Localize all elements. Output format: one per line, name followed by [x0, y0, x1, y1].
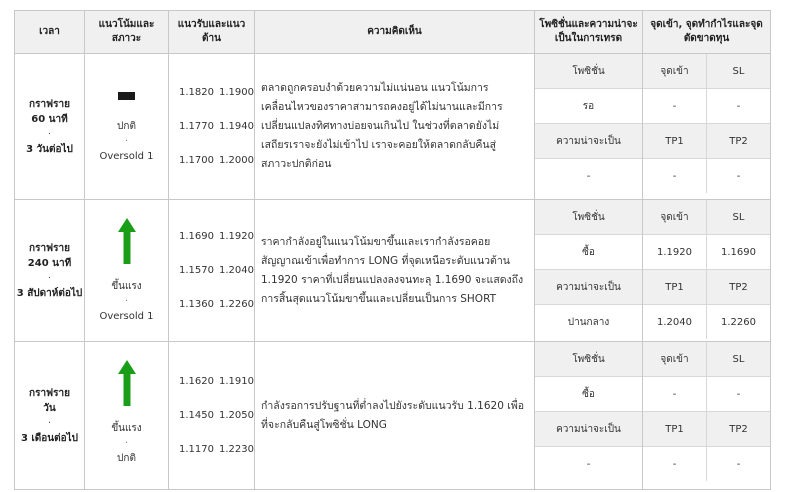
period-cell	[15, 200, 85, 342]
period-cell	[15, 54, 85, 200]
sl-label: SL	[707, 54, 771, 89]
tp2-value: -	[707, 447, 771, 482]
trend-separator: ·	[124, 438, 129, 449]
resistance-level: 1.2040	[219, 264, 254, 276]
support-level: 1.1570	[179, 264, 214, 276]
period-separator: ·	[47, 128, 52, 140]
arrow-up-icon	[118, 360, 136, 411]
tp1-value: -	[672, 458, 677, 470]
position-label: โพซิชั่น	[535, 342, 642, 377]
tp1-label: TP1	[643, 270, 707, 305]
level-pair	[179, 288, 254, 322]
period-label: กราฟราย	[29, 98, 70, 110]
trend-separator: ·	[124, 296, 129, 307]
tp1-value: -	[672, 170, 677, 182]
sl-value: -	[707, 89, 771, 124]
sl-value: -	[707, 377, 771, 412]
level-pair	[179, 399, 254, 433]
probability-label: ความน่าจะเป็น	[535, 412, 642, 447]
trend-label: ปกติ	[117, 121, 136, 132]
position-cell	[535, 54, 643, 200]
tp2-label: TP2	[707, 270, 771, 305]
resistance-level: 1.2260	[219, 298, 254, 310]
support-level: 1.1820	[179, 86, 214, 98]
position-value: ซื้อ	[535, 377, 642, 412]
support-level: 1.1690	[179, 230, 214, 242]
levels-cell	[169, 54, 255, 200]
period-timeframe: 60 นาที	[31, 113, 68, 125]
header-period: เวลา	[15, 11, 85, 54]
market-condition: Oversold 1	[99, 151, 154, 162]
resistance-level: 1.2000	[219, 154, 254, 166]
entry-value: 1.1920	[643, 235, 707, 270]
probability-value: -	[586, 458, 591, 470]
probability-value: -	[586, 170, 591, 182]
period-separator: ·	[47, 272, 52, 284]
arrow-up-icon	[118, 218, 136, 269]
market-condition: ปกติ	[117, 453, 136, 464]
header-signal: จุดเข้า, จุดทำกำไรและจุดตัดขาดทุน	[643, 11, 771, 54]
support-level: 1.1450	[179, 409, 214, 421]
levels-cell	[169, 342, 255, 490]
sl-value: 1.1690	[707, 235, 771, 270]
period-label: กราฟราย	[29, 242, 70, 254]
forecast-table	[14, 10, 771, 490]
tp1-label: TP1	[643, 124, 707, 159]
table-row	[15, 200, 771, 342]
signal-cell	[643, 342, 771, 490]
entry-value: -	[643, 89, 707, 124]
resistance-level: 1.2050	[219, 409, 254, 421]
level-pair	[179, 76, 254, 110]
table-row	[15, 54, 771, 200]
entry-label: จุดเข้า	[643, 342, 707, 377]
level-pair	[179, 365, 254, 399]
header-trend: แนวโน้มและสภาวะ	[85, 11, 169, 54]
resistance-level: 1.1900	[219, 86, 254, 98]
position-cell	[535, 200, 643, 342]
market-condition: Oversold 1	[99, 311, 154, 322]
resistance-level: 1.1940	[219, 120, 254, 132]
position-value: ซื้อ	[535, 235, 642, 270]
dash-icon	[118, 92, 135, 100]
position-cell	[535, 342, 643, 490]
level-pair	[179, 110, 254, 144]
level-pair	[179, 144, 254, 178]
support-level: 1.1170	[179, 443, 214, 455]
table-row	[15, 342, 771, 490]
resistance-level: 1.2230	[219, 443, 254, 455]
tp2-value: 1.2260	[707, 305, 771, 340]
header-row	[15, 11, 771, 54]
support-level: 1.1620	[179, 375, 214, 387]
period-horizon: 3 สัปดาห์ต่อไป	[16, 287, 83, 299]
period-separator: ·	[47, 417, 52, 429]
period-timeframe: วัน	[43, 402, 56, 414]
entry-label: จุดเข้า	[643, 54, 707, 89]
level-pair	[179, 254, 254, 288]
period-horizon: 3 วันต่อไป	[26, 143, 73, 155]
level-pair	[179, 433, 254, 467]
trend-cell	[85, 200, 169, 342]
forecast-table-container	[14, 10, 770, 490]
comment-cell: ตลาดถูกครอบงำด้วยความไม่แน่นอน แนวโน้มการเคลื่อนไหวของราคาสามารถคงอยู่ได้ไม่นานและมีการเปลี่ยนแปลงทิศทางบ่อยจนเกินไป ในช่วงที่ตลาดยังไม่เสถียรเราจะยังไม่เข้าไป เราจะคอยให้ตลาดกลับคืนสู่สภาวะปกติก่อน	[255, 54, 535, 200]
tp2-label: TP2	[707, 412, 771, 447]
trend-label: ขึ้นแรง	[111, 423, 142, 434]
tp2-label: TP2	[707, 124, 771, 159]
period-label: กราฟราย	[29, 387, 70, 399]
signal-cell	[643, 200, 771, 342]
levels-cell	[169, 200, 255, 342]
trend-cell	[85, 342, 169, 490]
position-label: โพซิชั่น	[535, 200, 642, 235]
header-levels: แนวรับและแนวต้าน	[169, 11, 255, 54]
sl-label: SL	[707, 342, 771, 377]
trend-separator: ·	[124, 136, 129, 147]
position-value: รอ	[535, 89, 642, 124]
level-pair	[179, 220, 254, 254]
tp1-value: 1.2040	[657, 316, 692, 328]
period-timeframe: 240 นาที	[27, 257, 72, 269]
signal-cell	[643, 54, 771, 200]
support-level: 1.1770	[179, 120, 214, 132]
sl-label: SL	[707, 200, 771, 235]
position-label: โพซิชั่น	[535, 54, 642, 89]
table-body	[15, 54, 771, 490]
resistance-level: 1.1920	[219, 230, 254, 242]
support-level: 1.1360	[179, 298, 214, 310]
support-level: 1.1700	[179, 154, 214, 166]
comment-cell: ราคากำลังอยู่ในแนวโน้มขาขึ้นและเรากำลังรอคอยสัญญาณเข้าเพื่อทำการ LONG ที่จุดเหนือระดับแนวต้าน 1.1920 ราคาที่เปลี่ยนแปลงลงจนทะลุ 1.1690 จะแสดงถึงการสิ้นสุดแนวโน้มขาขึ้นและเปลี่ยนเป็นการ SHORT	[255, 200, 535, 342]
trend-cell	[85, 54, 169, 200]
trend-label: ขึ้นแรง	[111, 281, 142, 292]
entry-label: จุดเข้า	[643, 200, 707, 235]
probability-label: ความน่าจะเป็น	[535, 124, 642, 159]
period-horizon: 3 เดือนต่อไป	[20, 432, 79, 444]
header-position: โพซิชั่นและความน่าจะเป็นในการเทรด	[535, 11, 643, 54]
tp2-value: -	[707, 159, 771, 194]
tp1-label: TP1	[643, 412, 707, 447]
entry-value: -	[643, 377, 707, 412]
probability-label: ความน่าจะเป็น	[535, 270, 642, 305]
comment-cell: กำลังรอการปรับฐานที่ต่ำลงไปยังระดับแนวรับ 1.1620 เพื่อที่จะกลับคืนสู่โพซิชั่น LONG	[255, 342, 535, 490]
probability-value: ปานกลาง	[567, 316, 610, 328]
resistance-level: 1.1910	[219, 375, 254, 387]
header-comment: ความคิดเห็น	[255, 11, 535, 54]
period-cell	[15, 342, 85, 490]
